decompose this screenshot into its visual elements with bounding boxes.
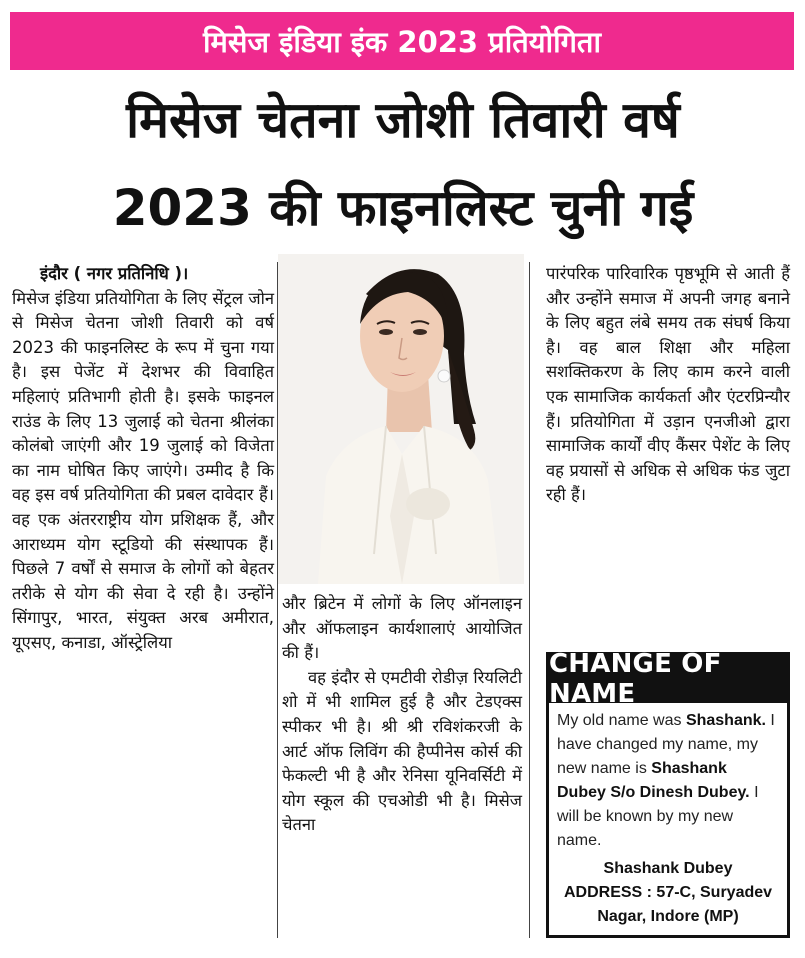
headline xyxy=(8,76,798,252)
portrait-photo xyxy=(278,254,524,584)
headline-line-1: मिसेज चेतना जोशी तिवारी वर्ष xyxy=(126,91,680,149)
notice-text-2: I have changed my name, my new name is xyxy=(557,712,775,777)
headline-line-2: 2023 की फाइनलिस्ट चुनी गई xyxy=(112,179,694,237)
dateline: इंदौर ( नगर प्रतिनिधि )। xyxy=(40,264,189,283)
section-banner: मिसेज इंडिया इंक 2023 प्रतियोगिता xyxy=(10,12,794,70)
article-text-col-3: पारंपरिक पारिवारिक पृष्ठभूमि से आती हैं और उन्होंने समाज में अपनी जगह बनाने के लिए बहुत लंबे समय तक संघर्ष किया है। वह बाल शिक्षा और महिला सशक्तिकरण के लिए काम करने वाली एक सामाजिक कार्यकर्ता और एंटरप्रिन्यौर हैं। प्रतियोगिता में उड़ान एनजीओ द्वारा सामाजिक कार्यों वीए कैंसर पेशेंट के लिए वह प्रयासों से अधिक से अधिक फंड जुटा रही हैं। xyxy=(546,264,790,505)
old-name: Shashank. xyxy=(685,712,766,729)
notice-text-1: My old name was xyxy=(557,712,686,729)
article-text-col-2a: और ब्रिटेन में लोगों के लिए ऑनलाइन और ऑफलाइन कार्यशालाएं आयोजित की हैं। xyxy=(282,594,522,663)
notice-text-3: I will be known by my new name. xyxy=(557,784,759,849)
notice-heading: CHANGE OF NAME xyxy=(549,655,787,703)
signature-name: Shashank Dubey xyxy=(603,860,733,877)
article-column-2 xyxy=(282,592,522,838)
article-text-col-1: मिसेज इंडिया प्रतियोगिता के लिए सेंट्रल जोन से मिसेज चेतना जोशी तिवारी को वर्ष 2023 की फाइनलिस्ट के रूप में चुना गया है। इस पेजेंट में देशभर की विवाहित महिलाएं प्रतिभागी होती है। इसके फाइनल राउंड के लिए 13 जुलाई को चेतना श्रीलंका कोलंबो जाएंगी और 19 जुलाई को विजेता का नाम घोषित किए जाएंगे। उम्मीद है कि वह इस वर्ष प्रतियोगिता की प्रबल दावेदार हैं। वह एक अंतरराष्ट्रीय योग प्रशिक्षक हैं, और आराध्यम योग स्टूडियो की संस्थापक हैं। पिछले 7 वर्षों से समाज के लोगों को बेहतर तरीके से योग की सेवा दे रही है। उन्होंने सिंगापुर, भारत, संयुक्त अरब अमीरात, यूएसए, कनाडा, ऑस्ट्रेलिया xyxy=(12,288,274,652)
column-rule-2 xyxy=(529,262,530,938)
change-of-name-notice xyxy=(546,649,790,938)
notice-signature xyxy=(549,857,787,929)
article-column-1 xyxy=(12,262,274,656)
notice-body xyxy=(549,703,787,853)
address-line-1: ADDRESS : 57-C, Suryadev xyxy=(563,884,773,901)
article-text-col-2b: वह इंदौर से एमटीवी रोडीज़ रियलिटी शो में भी शामिल हुई है और टेडएक्स स्पीकर भी है। श्री श्री रविशंकरजी के आर्ट ऑफ लिविंग की हैप्पीनेस कोर्स की फेकल्टी भी है और रेनिसा यूनिवर्सिटी में योग स्कूल की एचओडी भी है। मिसेज चेतना xyxy=(282,667,522,835)
address-line-2: Nagar, Indore (MP) xyxy=(597,908,739,925)
new-name: Shashank Dubey S/o Dinesh Dubey. xyxy=(557,760,750,801)
article-column-3 xyxy=(546,262,790,508)
